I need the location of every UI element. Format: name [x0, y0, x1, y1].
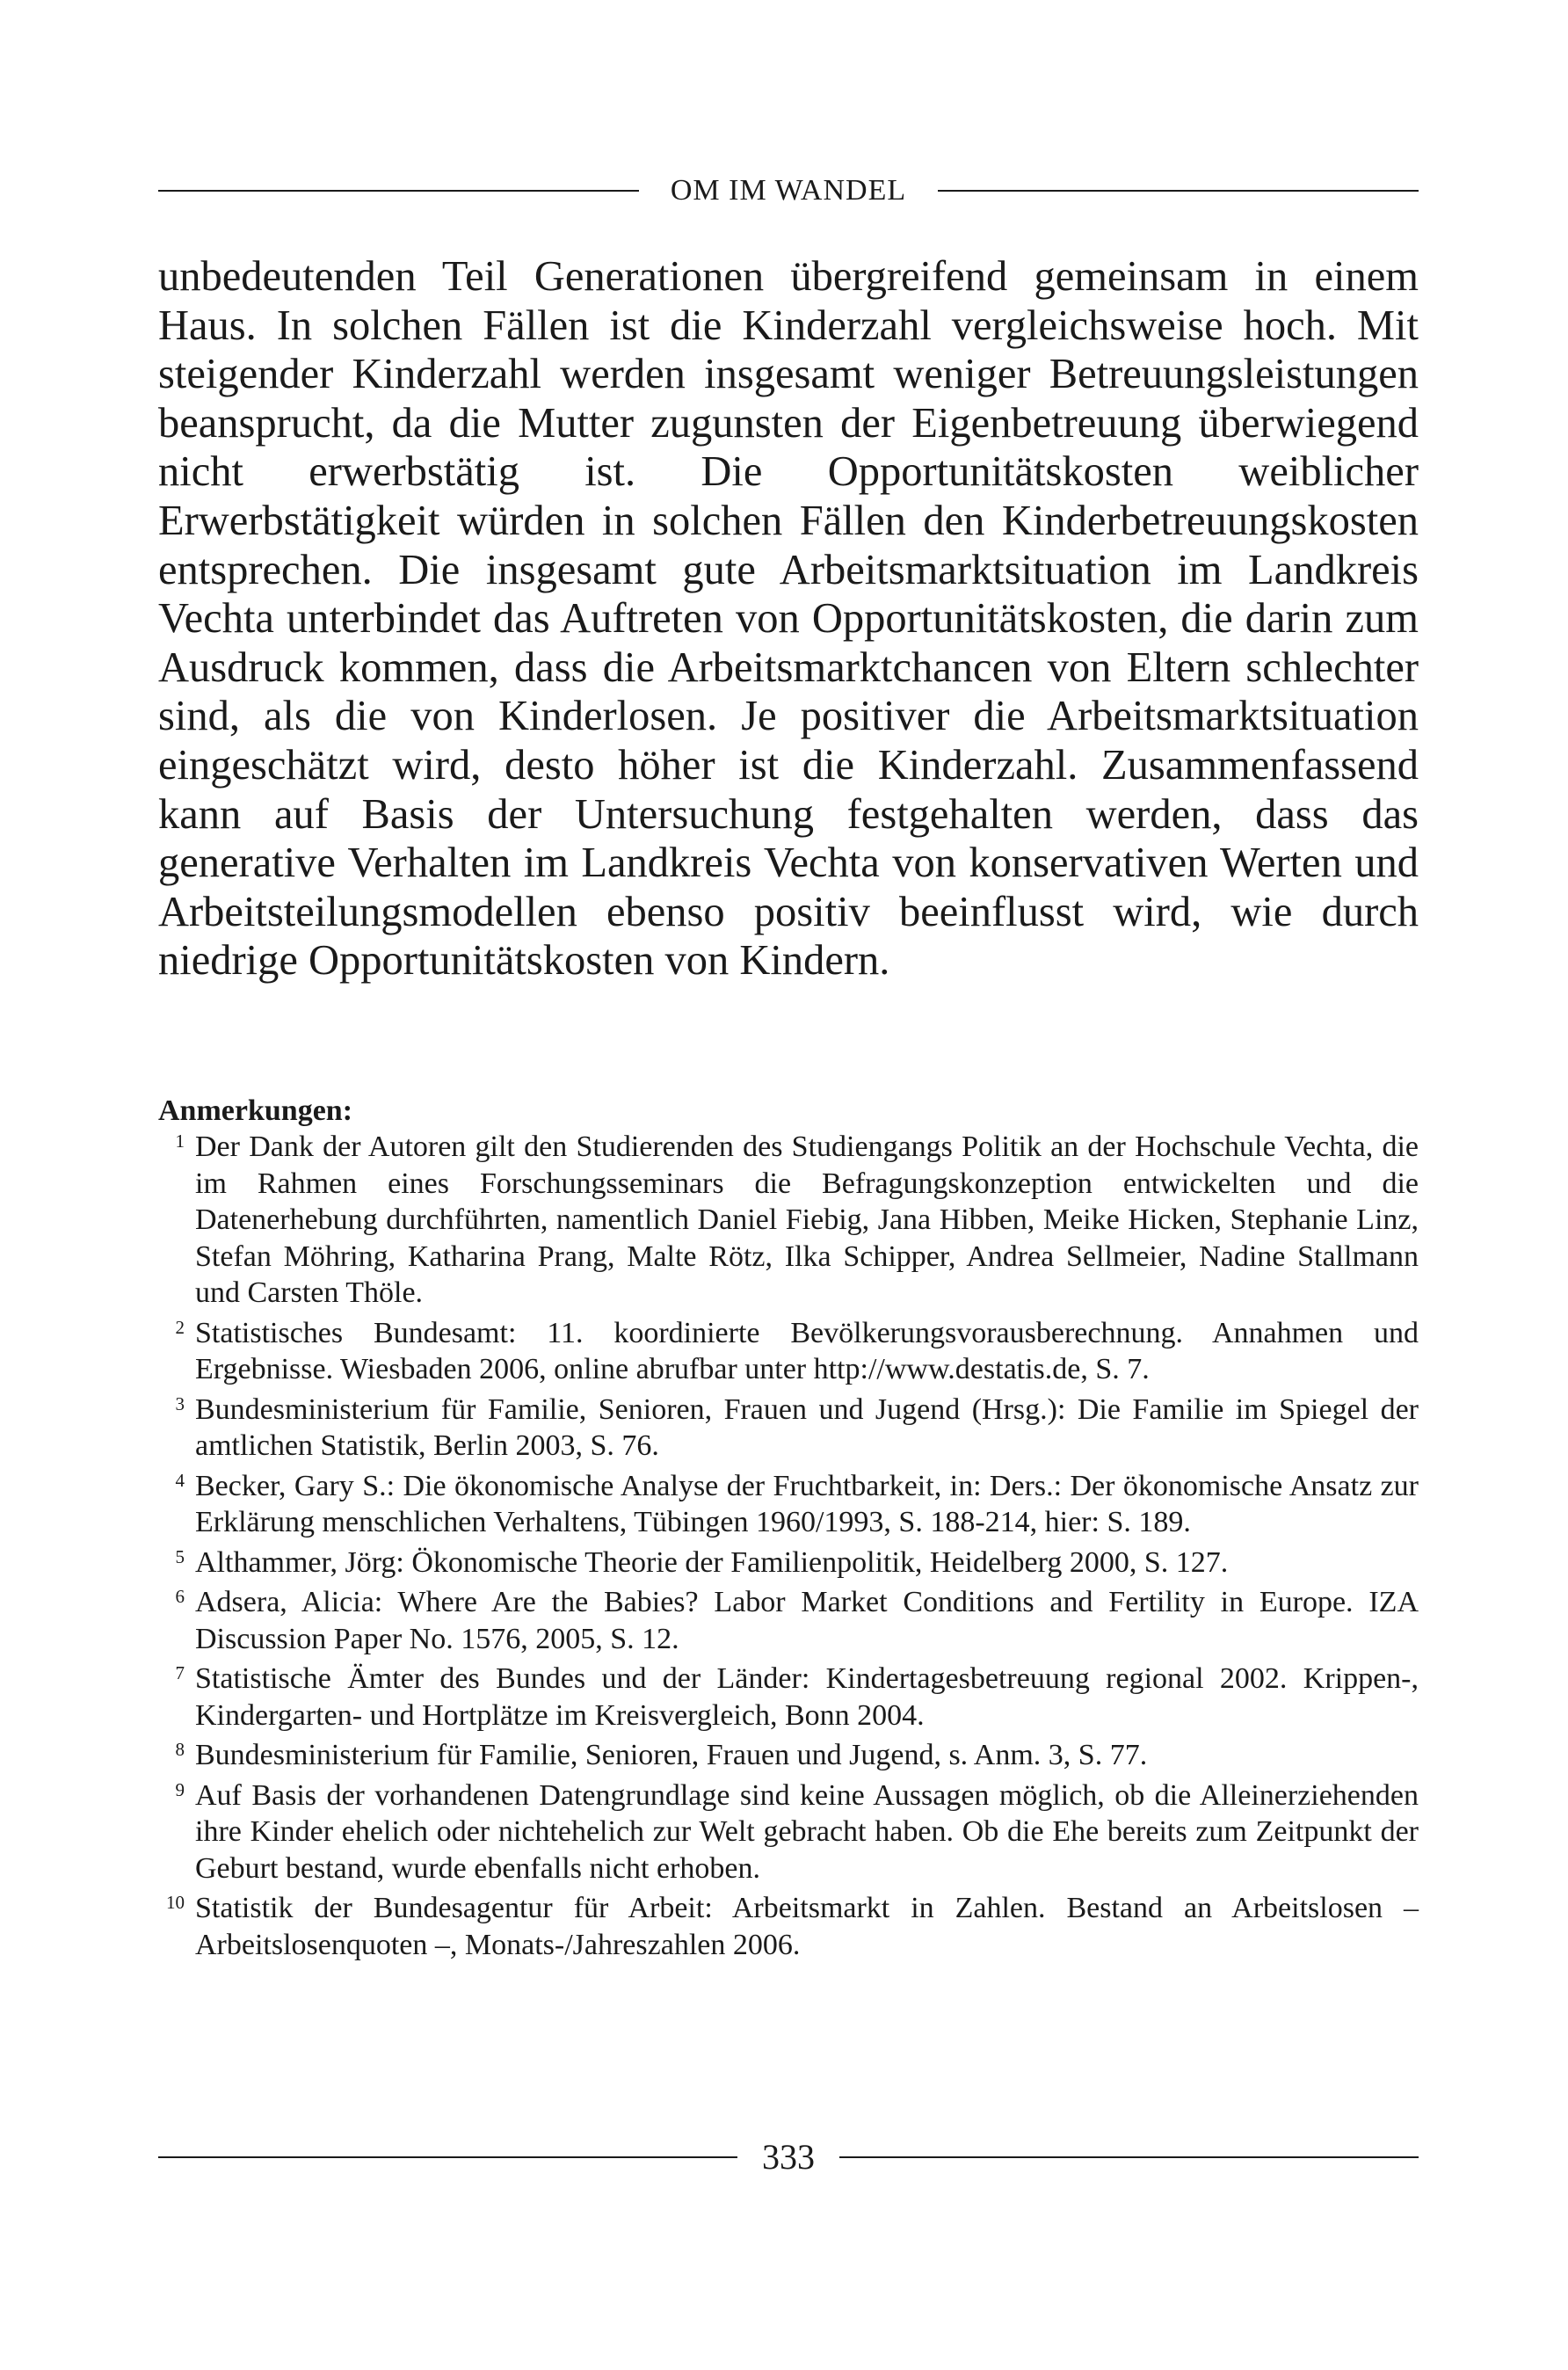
endnote-2: [158, 1315, 1419, 1388]
endnote-7: [158, 1661, 1419, 1734]
endnote-5: [158, 1545, 1419, 1581]
endnote-number: 4: [175, 1469, 185, 1491]
endnote-text: Bundesministerium für Familie, Senioren, Frauen und Jugend (Hrsg.): Die Familie im Spiegel der amtlichen Statistik, Berlin 2003, S. 76.: [195, 1392, 1419, 1462]
endnote-text: Statistische Ämter des Bundes und der Länder: Kindertagesbetreuung regional 2002. Krippen-, Kindergarten- und Hortplätze im Kreisvergleich, Bonn 2004.: [195, 1662, 1419, 1732]
endnote-text: Statistisches Bundesamt: 11. koordinierte Bevölkerungsvorausberechnung. Annahmen und Ergebnisse. Wiesbaden 2006, online abrufbar unter http://www.destatis.de, S. 7.: [195, 1316, 1419, 1385]
footer-rule-right: [839, 2156, 1419, 2158]
endnote-text: Der Dank der Autoren gilt den Studierenden des Studiengangs Politik an der Hochschule Vechta, die im Rahmen eines Forschungsseminars die Befragungskonzeption entwickelten und die Datenerhebung durchführten, namentlich Daniel Fiebig, Jana Hibben, Meike Hicken, Stephanie Linz, Stefan Möhring, Katharina Prang, Malte Rötz, Ilka Schipper, Andrea Sellmeier, Nadine Stallmann und Carsten Thöle.: [195, 1130, 1419, 1309]
endnote-9: [158, 1778, 1419, 1887]
header-rule-right: [938, 190, 1419, 192]
endnote-6: [158, 1584, 1419, 1657]
endnotes: [158, 1094, 1419, 1967]
endnotes-heading: Anmerkungen:: [158, 1094, 353, 1127]
endnote-number: 3: [175, 1392, 185, 1414]
endnote-1: [158, 1129, 1419, 1312]
endnote-10: [158, 1890, 1419, 1963]
endnote-number: 9: [175, 1778, 185, 1800]
running-header-title: OM IM WANDEL: [670, 174, 907, 207]
header-rule-left: [158, 190, 639, 192]
endnote-text: Auf Basis der vorhandenen Datengrundlage sind keine Aussagen möglich, ob die Alleinerziehenden ihre Kinder ehelich oder nichtehelich zur Welt gebracht haben. Ob die Ehe bereits zum Zeitpunkt der Geburt bestand, wurde ebenfalls nicht erhoben.: [195, 1778, 1419, 1885]
endnote-text: Adsera, Alicia: Where Are the Babies? Labor Market Conditions and Fertility in Europe. IZA Discussion Paper No. 1576, 2005, S. 12.: [195, 1586, 1419, 1655]
endnote-number: 2: [175, 1316, 185, 1338]
running-header: [158, 174, 1419, 207]
endnote-number: 7: [175, 1662, 185, 1683]
endnote-3: [158, 1392, 1419, 1465]
endnote-8: [158, 1737, 1419, 1774]
endnote-text: Becker, Gary S.: Die ökonomische Analyse der Fruchtbarkeit, in: Ders.: Der ökonomische Ansatz zur Erklärung menschlichen Verhaltens, Tübingen 1960/1993, S. 188-214, hier: S. 189.: [195, 1469, 1419, 1538]
body-paragraph: unbedeutenden Teil Generationen übergreifend gemeinsam in einem Haus. In solchen Fällen ist die Kinderzahl vergleichsweise hoch. Mit steigender Kinderzahl werden insgesamt weniger Betreuungsleistungen beansprucht, da die Mutter zugunsten der Eigenbetreuung überwiegend nicht erwerbstätig ist. Die Opportunitätskosten weiblicher Erwerbstätigkeit würden in solchen Fällen den Kinderbetreuungskosten entsprechen. Die insgesamt gute Arbeitsmarktsituation im Landkreis Vechta unterbindet das Auftreten von Opportunitätskosten, die darin zum Ausdruck kommen, dass die Arbeitsmarktchancen von Eltern schlechter sind, als die von Kinderlosen. Je positiver die Arbeitsmarktsituation eingeschätzt wird, desto höher ist die Kinderzahl. Zusammenfassend kann auf Basis der Untersuchung festgehalten werden, dass das generative Verhalten im Landkreis Vechta von konservativen Werten und Arbeitsteilungsmodellen ebenso positiv beeinflusst wird, wie durch niedrige Opportunitätskosten von Kindern.: [158, 253, 1419, 985]
endnote-number: 6: [175, 1586, 185, 1607]
endnote-text: Statistik der Bundesagentur für Arbeit: Arbeitsmarkt in Zahlen. Bestand an Arbeitslosen – Arbeitslosenquoten –, Monats-/Jahreszahlen 2006.: [195, 1892, 1419, 1961]
endnote-number: 5: [175, 1545, 185, 1567]
endnote-number: 1: [175, 1130, 185, 1152]
endnote-4: [158, 1468, 1419, 1541]
page-number: 333: [762, 2137, 815, 2177]
endnote-number: 10: [166, 1892, 185, 1913]
endnote-text: Althammer, Jörg: Ökonomische Theorie der Familienpolitik, Heidelberg 2000, S. 127.: [195, 1545, 1229, 1579]
body-text: [158, 252, 1419, 985]
endnote-number: 8: [175, 1739, 185, 1760]
footer-rule-left: [158, 2156, 737, 2158]
page-footer: [158, 2136, 1419, 2177]
endnote-text: Bundesministerium für Familie, Senioren, Frauen und Jugend, s. Anm. 3, S. 77.: [195, 1739, 1148, 1771]
